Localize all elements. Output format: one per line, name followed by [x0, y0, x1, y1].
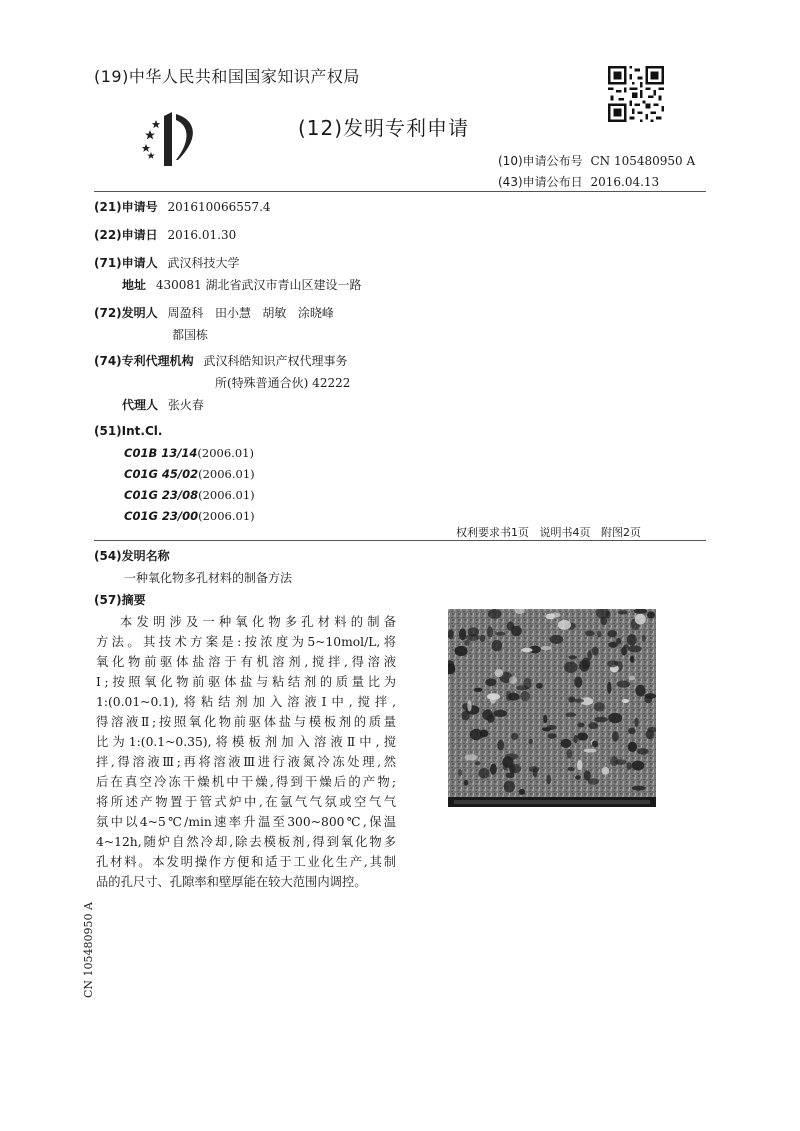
ipc-label-text: (51)Int.Cl. — [94, 424, 163, 438]
agency-continued: 所(特殊普通合伙) 42222 — [215, 376, 351, 390]
sem-pore — [485, 678, 496, 686]
application-number-value: 201610066557.4 — [167, 200, 271, 214]
abstract-line: 将所述产物置于管式炉中,在氩气气氛或空气气 — [96, 795, 396, 809]
filing-date-row — [94, 226, 236, 243]
sem-pore — [607, 660, 618, 667]
inventors-value: 周盈科 田小慧 胡敏 涂晓峰 — [167, 306, 334, 320]
agency-row — [94, 352, 348, 369]
sem-pore — [623, 645, 629, 649]
sem-pore — [541, 646, 552, 650]
abstract-line: 得溶液Ⅱ;按照氧化物前驱体盐与模板剂的质量 — [96, 715, 396, 729]
inventors-continued: 都国栋 — [172, 328, 209, 342]
ipc-entry — [124, 467, 255, 481]
sem-pore — [492, 640, 503, 651]
sem-pore — [566, 712, 577, 717]
sem-pore — [568, 767, 575, 771]
publication-date-row — [498, 173, 659, 190]
abstract-line: 方法。其技术方案是:按浓度为5~10mol/L,将 — [96, 635, 396, 649]
sem-pore — [634, 718, 638, 727]
sem-pore — [509, 676, 517, 683]
agent-row — [122, 396, 204, 413]
sem-pore — [459, 628, 466, 640]
sem-pore — [506, 773, 515, 779]
ipc-code: C01G 23/08 — [124, 488, 199, 502]
sem-pore — [647, 612, 655, 619]
sem-pore — [618, 610, 628, 614]
sem-pore — [497, 740, 504, 751]
sem-pore — [577, 760, 582, 770]
sem-pore — [506, 691, 511, 702]
sem-pore — [602, 767, 610, 775]
sem-pore — [511, 733, 519, 740]
sem-pore — [635, 685, 645, 697]
sem-pore — [630, 656, 634, 663]
sem-pore — [519, 789, 525, 795]
sem-pore — [608, 713, 622, 723]
ipc-entry — [124, 488, 255, 502]
applicant-label: (71)申请人 — [94, 256, 158, 270]
sem-pore — [550, 635, 564, 644]
sem-pore — [521, 648, 532, 652]
publication-date-label: (43)申请公布日 — [498, 175, 583, 189]
sem-pore — [612, 731, 619, 741]
header-divider — [94, 191, 706, 192]
ipc-date: (2006.01) — [198, 467, 255, 481]
sem-pore — [597, 631, 601, 638]
abstract-label — [94, 591, 146, 608]
sem-pore — [637, 748, 649, 755]
ipc-date: (2006.01) — [198, 488, 255, 502]
sem-pore — [493, 710, 507, 717]
sem-pore — [617, 681, 631, 688]
abstract-line: 拌,得溶液Ⅲ;再将溶液Ⅲ进行液氮冷冻处理,然 — [96, 755, 396, 769]
sem-pore — [474, 688, 483, 692]
abstract-line: 本发明涉及一种氧化物多孔材料的制备 — [120, 615, 396, 629]
sem-pore — [588, 778, 600, 785]
publication-number-row — [498, 152, 695, 169]
sem-pore — [465, 754, 478, 760]
agency-value: 武汉科皓知识产权代理事务 — [203, 354, 348, 368]
sem-pore — [536, 683, 543, 689]
ipc-label — [94, 424, 162, 438]
sem-pore — [561, 739, 572, 748]
invention-title-label-text: (54)发明名称 — [94, 549, 170, 563]
applicant-row — [94, 254, 240, 271]
abstract-line: 氛中以4~5℃/min速率升温至300~800℃,保温 — [96, 815, 396, 829]
abstract-line: 品的孔尺寸、孔隙率和壁厚能在较大范围内调控。 — [96, 875, 367, 889]
page-counts: 权利要求书1页 说明书4页 附图2页 — [456, 526, 641, 539]
publication-date-value: 2016.04.13 — [590, 175, 660, 189]
sem-pore — [607, 630, 617, 637]
sem-pore — [564, 662, 577, 673]
sem-pore — [455, 646, 468, 656]
sem-pore — [487, 626, 493, 637]
application-number-row — [94, 198, 271, 215]
publication-number-label: (10)申请公布号 — [498, 154, 583, 168]
ipc-code: C01G 45/02 — [124, 467, 199, 481]
sem-pore — [584, 749, 597, 753]
sem-pore — [585, 630, 595, 636]
sem-pore — [627, 762, 632, 770]
sem-pore — [575, 775, 581, 779]
abstract-line: 后在真空冷冻干燥机中干燥,得到干燥后的产物; — [96, 775, 396, 789]
sem-pore — [592, 740, 598, 747]
sem-pore — [592, 647, 599, 656]
abstract-line: 1:(0.01~0.1),将粘结剂加入溶液Ⅰ中,搅拌, — [96, 695, 396, 709]
abstract-line: 孔材料。本发明操作方便和适于工业化生产,其制 — [96, 855, 396, 869]
qr-code-icon — [608, 66, 664, 122]
agent-label: 代理人 — [122, 398, 159, 412]
sem-pore — [577, 733, 588, 741]
sem-pore — [529, 739, 533, 745]
address-row — [122, 276, 361, 293]
ipc-entry — [124, 446, 254, 460]
sem-pore — [470, 729, 483, 740]
inventors-row — [94, 304, 334, 321]
sem-pore — [495, 632, 506, 636]
sem-pore — [567, 749, 573, 759]
abstract-text — [96, 612, 396, 892]
sem-pore — [551, 613, 560, 618]
cnipa-logo — [134, 108, 214, 168]
abstract-line: Ⅰ;按照氧化物前驱体盐与粘结剂的质量比为 — [96, 675, 396, 689]
sem-pore — [478, 768, 489, 779]
sem-pore — [516, 685, 528, 690]
sem-pore — [627, 634, 637, 645]
sem-pore — [543, 715, 547, 724]
invention-title-label — [94, 547, 170, 564]
sem-pore — [488, 609, 502, 619]
sem-pore — [632, 786, 646, 791]
sem-pore — [458, 769, 462, 776]
sem-pore — [594, 717, 607, 723]
sem-micrograph-image — [448, 609, 656, 807]
agent-value: 张火春 — [167, 398, 204, 412]
abstract-line: 4~12h,随炉自然冷却,除去模板剂,得到氧化物多 — [96, 835, 396, 849]
agency-label: (74)专利代理机构 — [94, 354, 194, 368]
ipc-code: C01B 13/14 — [124, 446, 198, 460]
sem-pore — [575, 699, 585, 703]
sem-pore — [629, 676, 635, 681]
address-label: 地址 — [122, 278, 147, 292]
sem-pore — [464, 780, 469, 786]
inventors-label: (72)发明人 — [94, 306, 158, 320]
ipc-date: (2006.01) — [198, 509, 255, 523]
abstract-line: 氧化物前驱体盐溶于有机溶剂,搅拌,得溶液 — [96, 655, 396, 669]
ipc-date: (2006.01) — [197, 446, 254, 460]
sem-pore — [642, 635, 646, 642]
sem-pore — [504, 781, 515, 793]
sem-pore — [495, 669, 504, 677]
sem-pore — [628, 742, 637, 752]
sem-pore — [622, 699, 629, 703]
sem-pore — [628, 645, 642, 652]
invention-title: 一种氧化物多孔材料的制备方法 — [124, 571, 293, 585]
address-value: 430081 湖北省武汉市青山区建设一路 — [155, 278, 362, 292]
sem-pore — [574, 677, 582, 688]
sem-pore — [569, 655, 577, 659]
sem-pore — [465, 640, 470, 646]
sem-pore — [547, 733, 556, 738]
sem-pore — [628, 728, 636, 734]
sem-pore — [509, 764, 521, 774]
sem-pore — [587, 650, 592, 660]
sem-pore — [577, 723, 584, 728]
filing-date-label: (22)申请日 — [94, 228, 158, 242]
filing-date-value: 2016.01.30 — [167, 228, 237, 242]
ipc-code: C01G 23/00 — [124, 509, 199, 523]
sem-pore — [505, 753, 518, 760]
sem-pore — [490, 694, 496, 704]
sem-pore — [503, 762, 508, 770]
sem-pore — [480, 635, 486, 642]
sem-pore — [558, 620, 571, 630]
sem-pore — [644, 696, 652, 703]
sem-pore — [461, 711, 469, 721]
applicant-value: 武汉科技大学 — [167, 256, 240, 270]
sem-pore — [635, 614, 646, 625]
sem-pore — [632, 761, 645, 771]
sem-pore — [533, 767, 538, 777]
document-type: (12)发明专利申请 — [298, 116, 470, 140]
abstract-line: 比为1:(0.1~0.35),将模板剂加入溶液Ⅱ中,搅 — [96, 735, 396, 749]
sem-pore — [475, 761, 481, 765]
sem-pore — [546, 775, 551, 785]
sem-pore — [616, 638, 622, 645]
issuing-office: (19)中华人民共和国国家知识产权局 — [94, 67, 360, 86]
sem-pore — [511, 626, 522, 637]
abstract-label-text: (57)摘要 — [94, 593, 146, 607]
sem-pore — [574, 735, 578, 743]
sem-pore — [542, 727, 551, 731]
sem-pore — [568, 696, 575, 702]
sem-pore — [588, 722, 598, 729]
sem-pore — [610, 756, 619, 766]
sem-pore — [487, 714, 495, 723]
section-divider — [94, 540, 706, 541]
sem-pore — [594, 702, 605, 711]
sem-pore — [520, 691, 530, 701]
application-number-label: (21)申请号 — [94, 200, 158, 214]
ipc-entry — [124, 509, 255, 523]
sem-pore — [600, 617, 607, 626]
sem-pore — [467, 700, 471, 711]
publication-number-value: CN 105480950 A — [590, 154, 696, 168]
side-publication-number: CN 105480950 A — [82, 902, 95, 998]
sem-pore — [607, 682, 611, 694]
sem-pore — [490, 764, 497, 775]
